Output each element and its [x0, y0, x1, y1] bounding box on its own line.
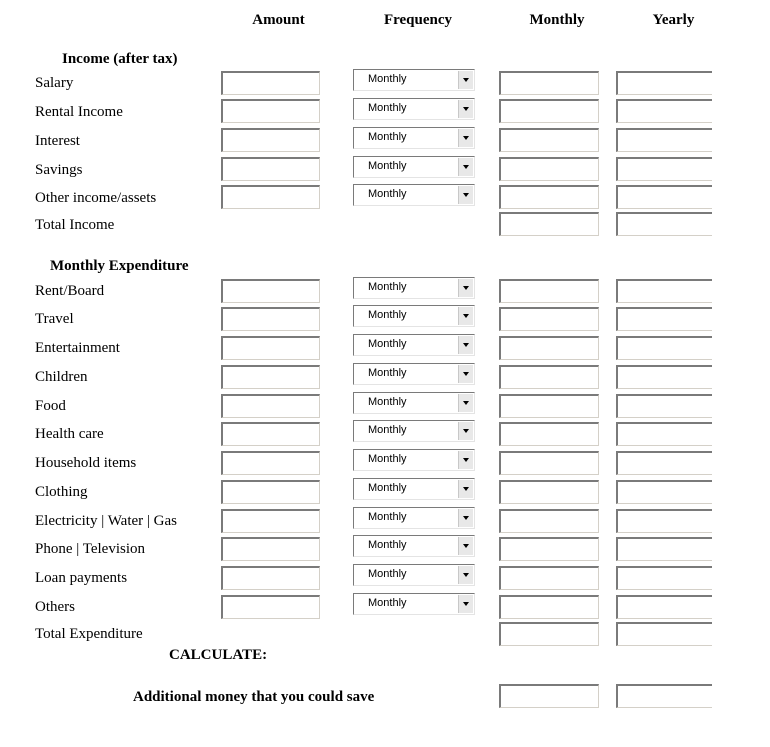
- frequency-select[interactable]: [353, 305, 475, 327]
- frequency-select[interactable]: [353, 449, 475, 471]
- monthly-field[interactable]: [499, 451, 599, 475]
- frequency-select[interactable]: [353, 277, 475, 299]
- yearly-field[interactable]: [616, 537, 712, 561]
- row-label: Travel: [35, 311, 74, 327]
- yearly-field[interactable]: [616, 566, 712, 590]
- yearly-field[interactable]: [616, 365, 712, 389]
- total-expenditure-yearly[interactable]: [616, 622, 712, 646]
- monthly-field[interactable]: [499, 99, 599, 123]
- chevron-down-icon[interactable]: [458, 480, 473, 498]
- monthly-field[interactable]: [499, 422, 599, 446]
- frequency-value: Monthly: [368, 482, 407, 494]
- amount-input[interactable]: [221, 537, 320, 561]
- amount-input[interactable]: [221, 307, 320, 331]
- amount-input[interactable]: [221, 422, 320, 446]
- chevron-down-icon[interactable]: [458, 100, 473, 118]
- monthly-field[interactable]: [499, 480, 599, 504]
- monthly-field[interactable]: [499, 71, 599, 95]
- chevron-down-icon[interactable]: [458, 336, 473, 354]
- frequency-value: Monthly: [368, 453, 407, 465]
- calculate-button[interactable]: CALCULATE:: [169, 647, 268, 663]
- row-label: Health care: [35, 426, 104, 442]
- amount-input[interactable]: [221, 185, 320, 209]
- chevron-down-icon[interactable]: [458, 158, 473, 176]
- yearly-field[interactable]: [616, 71, 712, 95]
- row-label: Children: [35, 369, 88, 385]
- row-label: Rent/Board: [35, 283, 105, 299]
- frequency-value: Monthly: [368, 568, 407, 580]
- row-label: Household items: [35, 455, 137, 471]
- frequency-select[interactable]: [353, 184, 475, 206]
- amount-input[interactable]: [221, 71, 320, 95]
- monthly-field[interactable]: [499, 595, 599, 619]
- yearly-field[interactable]: [616, 185, 712, 209]
- header-monthly: Monthly: [529, 12, 585, 28]
- frequency-select[interactable]: [353, 98, 475, 120]
- row-label: Other income/assets: [35, 190, 157, 206]
- frequency-value: Monthly: [368, 424, 407, 436]
- yearly-field[interactable]: [616, 451, 712, 475]
- chevron-down-icon[interactable]: [458, 71, 473, 89]
- frequency-value: Monthly: [368, 102, 407, 114]
- yearly-field[interactable]: [616, 157, 712, 181]
- frequency-value: Monthly: [368, 511, 407, 523]
- amount-input[interactable]: [221, 451, 320, 475]
- frequency-value: Monthly: [368, 160, 407, 172]
- row-label: Savings: [35, 162, 83, 178]
- frequency-select[interactable]: [353, 593, 475, 615]
- frequency-select[interactable]: [353, 392, 475, 414]
- monthly-field[interactable]: [499, 157, 599, 181]
- amount-input[interactable]: [221, 394, 320, 418]
- yearly-field[interactable]: [616, 595, 712, 619]
- monthly-field[interactable]: [499, 128, 599, 152]
- frequency-select[interactable]: [353, 127, 475, 149]
- row-label: Interest: [35, 133, 80, 149]
- amount-input[interactable]: [221, 128, 320, 152]
- row-label: Salary: [35, 75, 74, 91]
- amount-input[interactable]: [221, 566, 320, 590]
- monthly-field[interactable]: [499, 185, 599, 209]
- monthly-field[interactable]: [499, 365, 599, 389]
- savings-yearly[interactable]: [616, 684, 712, 708]
- expenditure-section-title: Monthly Expenditure: [50, 258, 189, 274]
- amount-input[interactable]: [221, 336, 320, 360]
- chevron-down-icon[interactable]: [458, 537, 473, 555]
- total-expenditure-label: Total Expenditure: [35, 626, 143, 642]
- yearly-field[interactable]: [616, 99, 712, 123]
- header-frequency: Frequency: [383, 12, 453, 28]
- frequency-select[interactable]: [353, 535, 475, 557]
- yearly-field[interactable]: [616, 307, 712, 331]
- amount-input[interactable]: [221, 157, 320, 181]
- savings-monthly[interactable]: [499, 684, 599, 708]
- frequency-select[interactable]: [353, 564, 475, 586]
- monthly-field[interactable]: [499, 566, 599, 590]
- amount-input[interactable]: [221, 279, 320, 303]
- frequency-select[interactable]: [353, 478, 475, 500]
- frequency-select[interactable]: [353, 69, 475, 91]
- savings-label: Additional money that you could save: [133, 689, 375, 705]
- yearly-field[interactable]: [616, 422, 712, 446]
- frequency-value: Monthly: [368, 539, 407, 551]
- chevron-down-icon[interactable]: [458, 595, 473, 613]
- frequency-select[interactable]: [353, 420, 475, 442]
- chevron-down-icon[interactable]: [458, 279, 473, 297]
- yearly-field[interactable]: [616, 480, 712, 504]
- monthly-field[interactable]: [499, 537, 599, 561]
- chevron-down-icon[interactable]: [458, 422, 473, 440]
- chevron-down-icon[interactable]: [458, 566, 473, 584]
- yearly-field[interactable]: [616, 336, 712, 360]
- row-label: Electricity | Water | Gas: [35, 513, 177, 529]
- total-income-label: Total Income: [35, 217, 115, 233]
- chevron-down-icon[interactable]: [458, 186, 473, 204]
- frequency-value: Monthly: [368, 131, 407, 143]
- header-yearly: Yearly: [652, 12, 695, 28]
- amount-input[interactable]: [221, 480, 320, 504]
- row-label: Rental Income: [35, 104, 123, 120]
- yearly-field[interactable]: [616, 509, 712, 533]
- yearly-field[interactable]: [616, 394, 712, 418]
- yearly-field[interactable]: [616, 279, 712, 303]
- chevron-down-icon[interactable]: [458, 509, 473, 527]
- frequency-value: Monthly: [368, 396, 407, 408]
- frequency-value: Monthly: [368, 597, 407, 609]
- frequency-select[interactable]: [353, 507, 475, 529]
- amount-input[interactable]: [221, 365, 320, 389]
- chevron-down-icon[interactable]: [458, 365, 473, 383]
- yearly-field[interactable]: [616, 128, 712, 152]
- chevron-down-icon[interactable]: [458, 451, 473, 469]
- total-income-yearly[interactable]: [616, 212, 712, 236]
- row-label: Food: [35, 398, 66, 414]
- income-section-title: Income (after tax): [62, 51, 178, 67]
- chevron-down-icon[interactable]: [458, 129, 473, 147]
- frequency-value: Monthly: [368, 188, 407, 200]
- chevron-down-icon[interactable]: [458, 307, 473, 325]
- row-label: Clothing: [35, 484, 88, 500]
- amount-input[interactable]: [221, 99, 320, 123]
- chevron-down-icon[interactable]: [458, 394, 473, 412]
- amount-input[interactable]: [221, 509, 320, 533]
- row-label: Entertainment: [35, 340, 120, 356]
- frequency-value: Monthly: [368, 309, 407, 321]
- amount-input[interactable]: [221, 595, 320, 619]
- frequency-value: Monthly: [368, 367, 407, 379]
- row-label: Loan payments: [35, 570, 128, 586]
- total-income-monthly[interactable]: [499, 212, 599, 236]
- monthly-field[interactable]: [499, 279, 599, 303]
- frequency-select[interactable]: [353, 363, 475, 385]
- frequency-value: Monthly: [368, 281, 407, 293]
- row-label: Phone | Television: [35, 541, 146, 557]
- monthly-field[interactable]: [499, 336, 599, 360]
- header-amount: Amount: [252, 12, 305, 28]
- monthly-field[interactable]: [499, 394, 599, 418]
- row-label: Others: [35, 599, 75, 615]
- total-expenditure-monthly[interactable]: [499, 622, 599, 646]
- monthly-field[interactable]: [499, 509, 599, 533]
- frequency-select[interactable]: [353, 334, 475, 356]
- frequency-select[interactable]: [353, 156, 475, 178]
- frequency-value: Monthly: [368, 338, 407, 350]
- frequency-value: Monthly: [368, 73, 407, 85]
- monthly-field[interactable]: [499, 307, 599, 331]
